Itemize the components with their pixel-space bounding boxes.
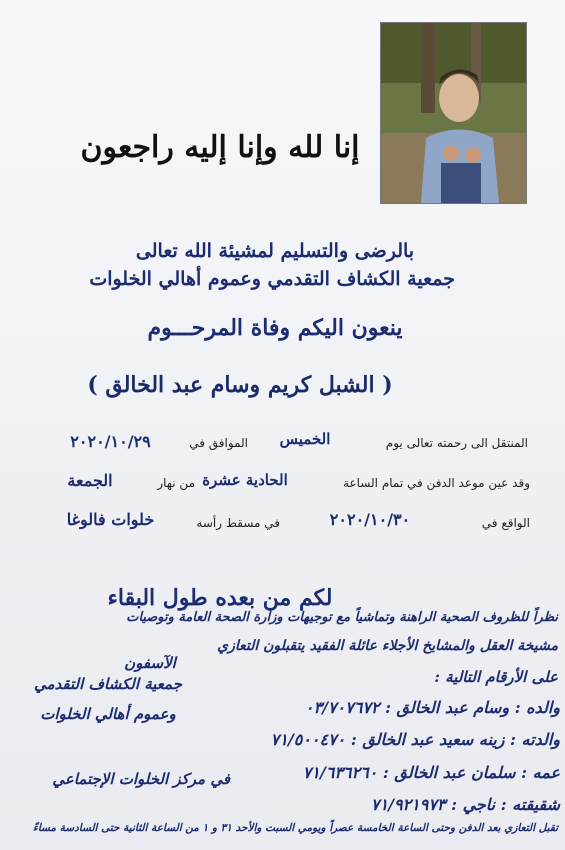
notice-line3: على الأرقام التالية : xyxy=(434,668,558,686)
contact-father: والده : وسام عبد الخالق : ٠٣/٧٠٧٦٧٢ xyxy=(304,698,560,717)
notice-line2: مشيخة العقل والمشايخ الأجلاء عائلة الفقيد يتقبلون التعازي xyxy=(217,638,558,654)
condolence-times: تقبل التعازي بعد الدفن وحتى الساعة الخامسة عصراً ويومي السبت والأحد ٣١ و ١ من الساعة الثانية حتى السادسة مساءً xyxy=(32,822,558,834)
contact-mother: والدته : زينه سعيد عبد الخالق : ٧١/٥٠٠٤٧٠ xyxy=(270,730,560,749)
row1-match: الموافق في xyxy=(189,436,248,450)
row3-date: ٢٠٢٠/١٠/٣٠ xyxy=(329,510,411,529)
row1-day: الخميس xyxy=(279,430,331,448)
contact-uncle: عمه : سلمان عبد الخالق : ٧١/٦٣٦٢٦٠ xyxy=(302,763,560,782)
row3-place-label: في مسقط رأسه xyxy=(196,516,280,530)
signature-line3: وعموم أهالي الخلوات xyxy=(40,705,176,723)
closing-line: لكم من بعده طول البقاء xyxy=(107,585,333,611)
photo-image xyxy=(381,23,526,203)
announcement-line1: بالرضى والتسليم لمشيئة الله تعالى xyxy=(135,240,415,262)
announcement-line3: ينعون اليكم وفاة المرحـــوم xyxy=(147,315,403,341)
page-title: إنا لله وإنا إليه راجعون xyxy=(80,130,360,165)
announcement-line2: جمعية الكشاف التقدمي وعموم أهالي الخلوات xyxy=(89,268,455,290)
notice-line1: نظراً للظروف الصحية الراهنة وتماشياً مع توجيهات وزارة الصحة العامة وتوصيات xyxy=(126,610,558,625)
row3-place: خلوات فالوغا xyxy=(66,510,155,529)
signature-line1: الآسفون xyxy=(124,654,176,672)
row2-day: الجمعة xyxy=(67,471,113,490)
row2-from: من نهار xyxy=(157,476,195,490)
row3-label: الواقع في xyxy=(481,516,530,530)
row1-date: ٢٠٢٠/١٠/٢٩ xyxy=(70,432,151,451)
deceased-name: ( الشبل كريم وسام عبد الخالق ) xyxy=(87,372,393,398)
row2-label: وقد عين موعد الدفن في تمام الساعة xyxy=(343,476,530,490)
row2-hour: الحادية عشرة xyxy=(202,471,288,489)
contact-sister: شقيقته : ناجي : ٧١/٩٢١٩٧٣ xyxy=(370,795,560,814)
signature-line2: جمعية الكشاف التقدمي xyxy=(34,675,182,693)
row1-label: المنتقل الى رحمته تعالى يوم xyxy=(385,436,528,450)
child-photo xyxy=(380,22,527,204)
contact-center: في مركز الخلوات الإجتماعي xyxy=(52,770,230,788)
